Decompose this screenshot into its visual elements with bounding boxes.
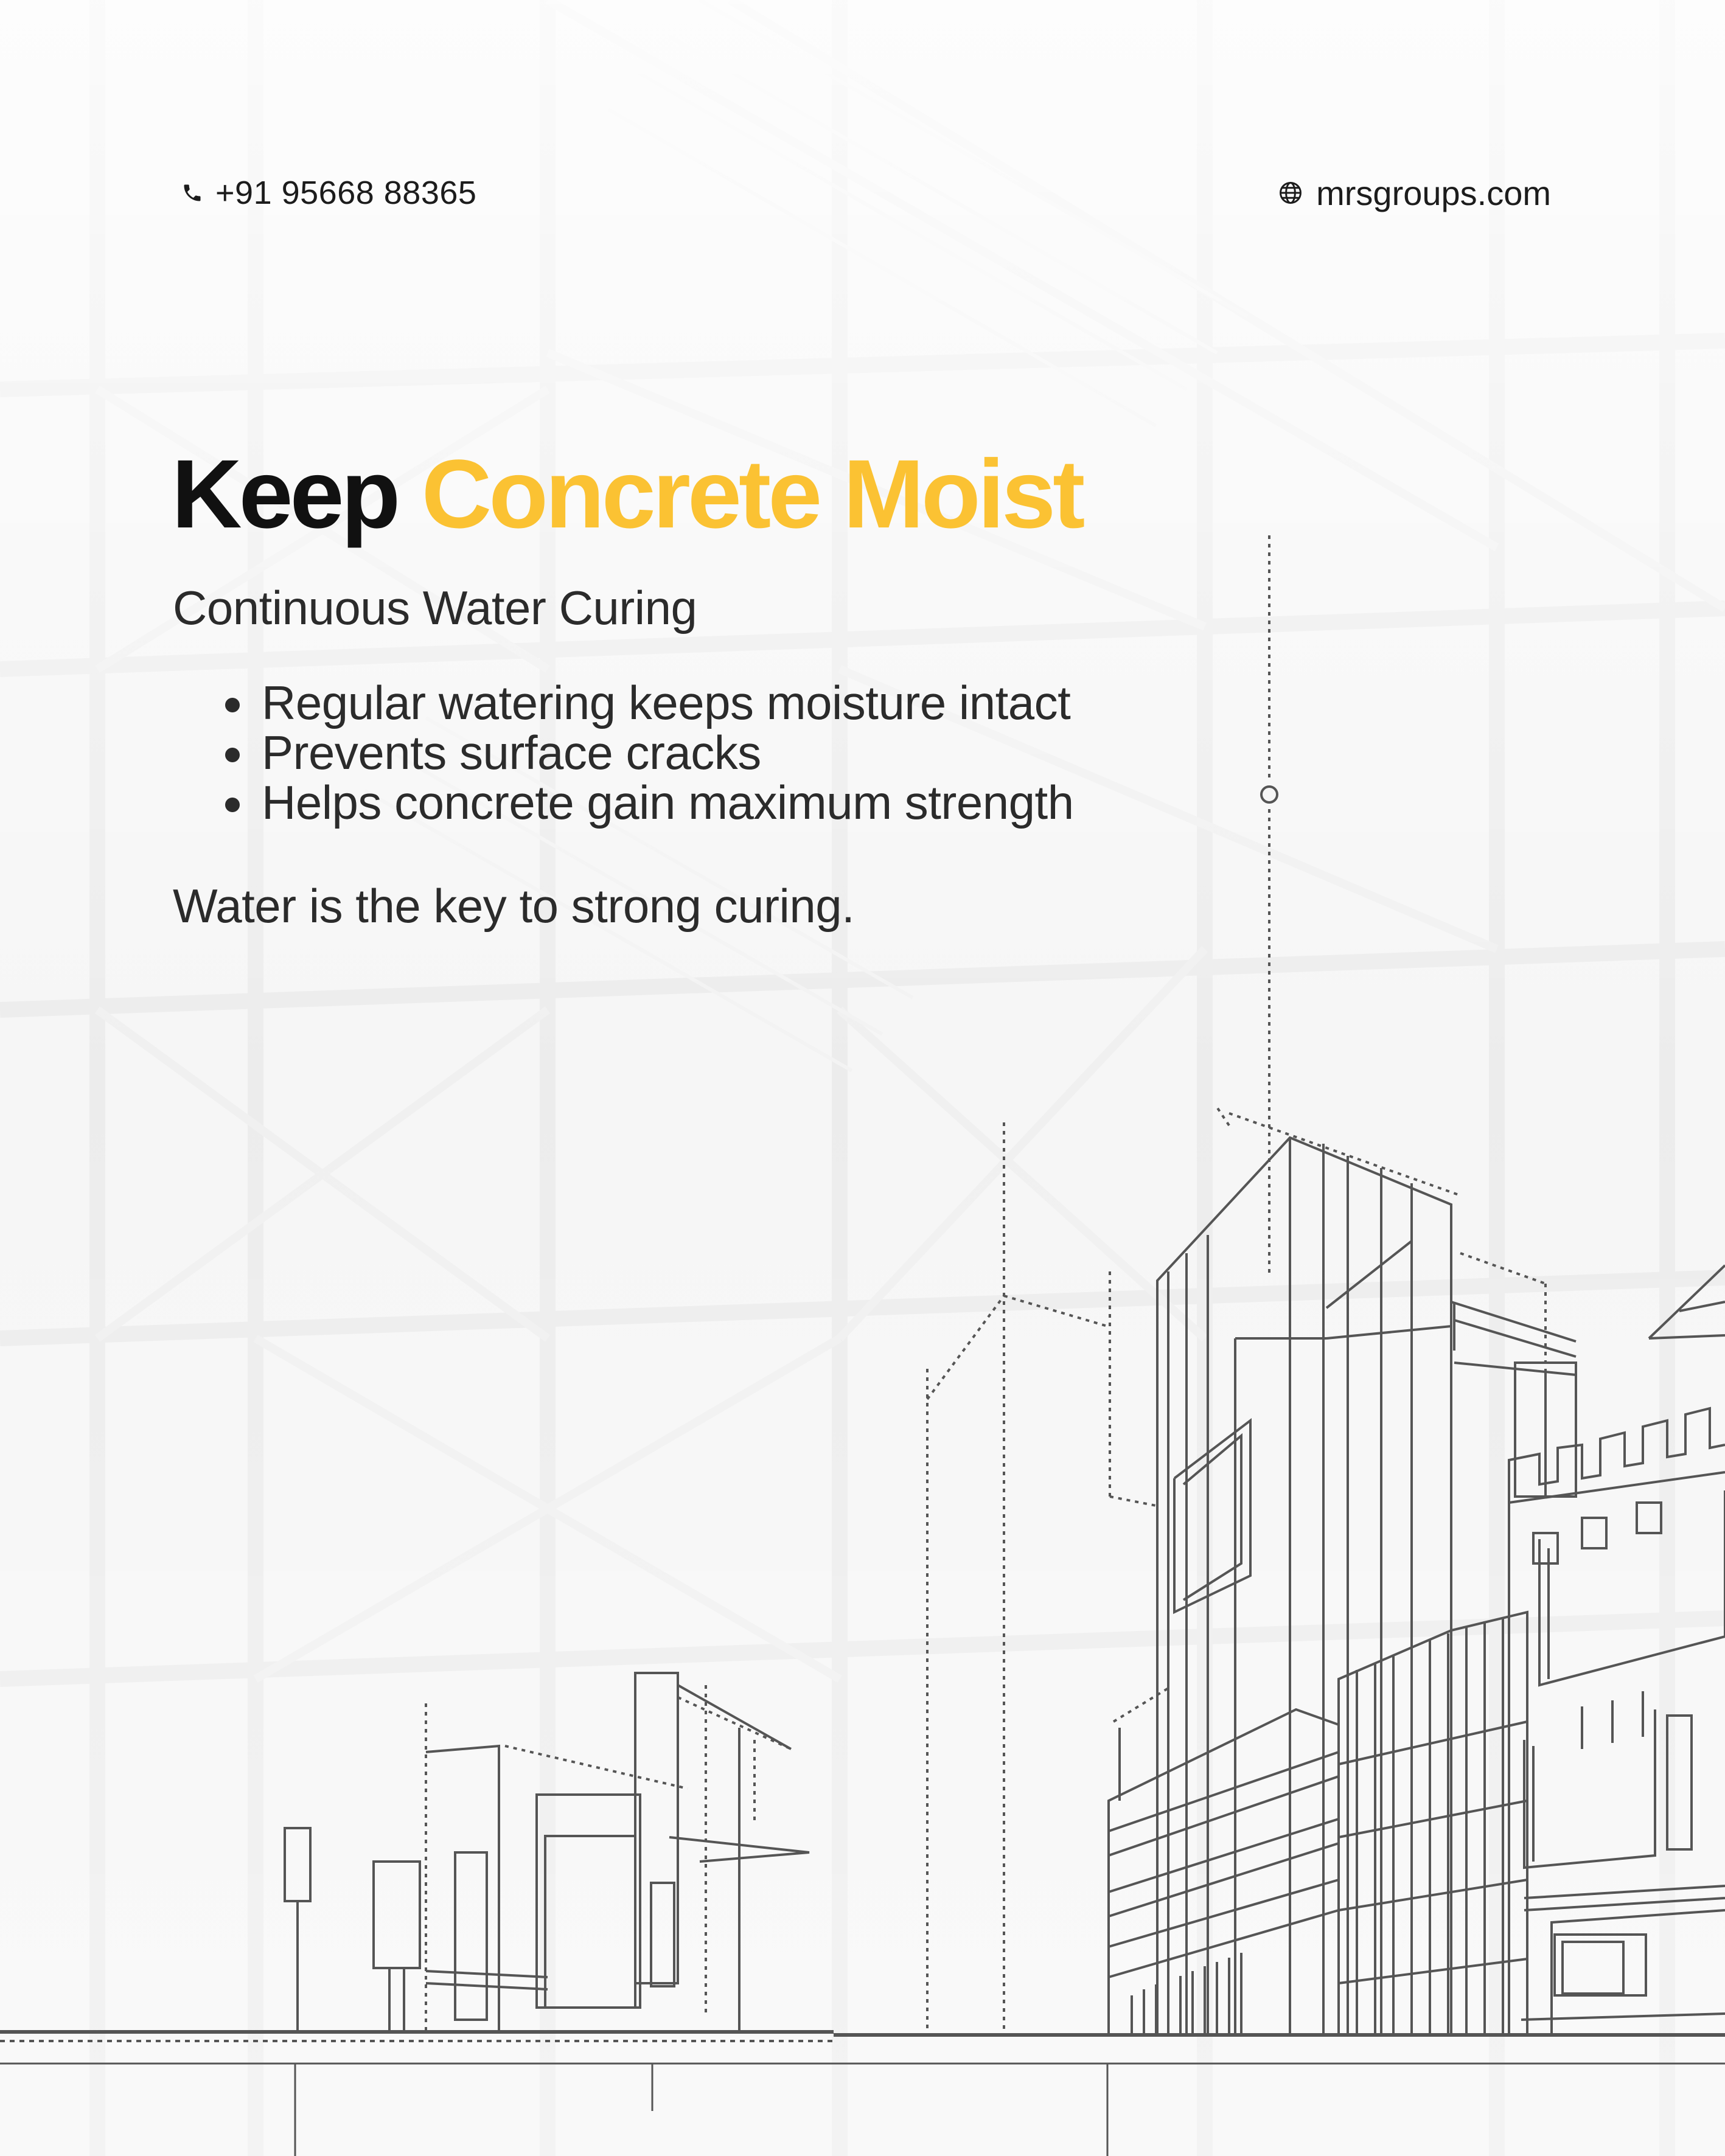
headline-concrete-moist: Concrete Moist [421, 439, 1082, 548]
list-item: • Helps concrete gain maximum strength [258, 777, 1074, 827]
website-url: mrsgroups.com [1316, 173, 1551, 212]
phone-number: +91 95668 88365 [215, 175, 477, 211]
list-item: • Regular watering keeps moisture intact [258, 678, 1074, 728]
headline-keep: Keep [172, 439, 398, 548]
closing-line: Water is the key to strong curing. [173, 879, 855, 933]
list-item: • Prevents surface cracks [258, 728, 1074, 777]
subtitle: Continuous Water Curing [173, 581, 697, 635]
